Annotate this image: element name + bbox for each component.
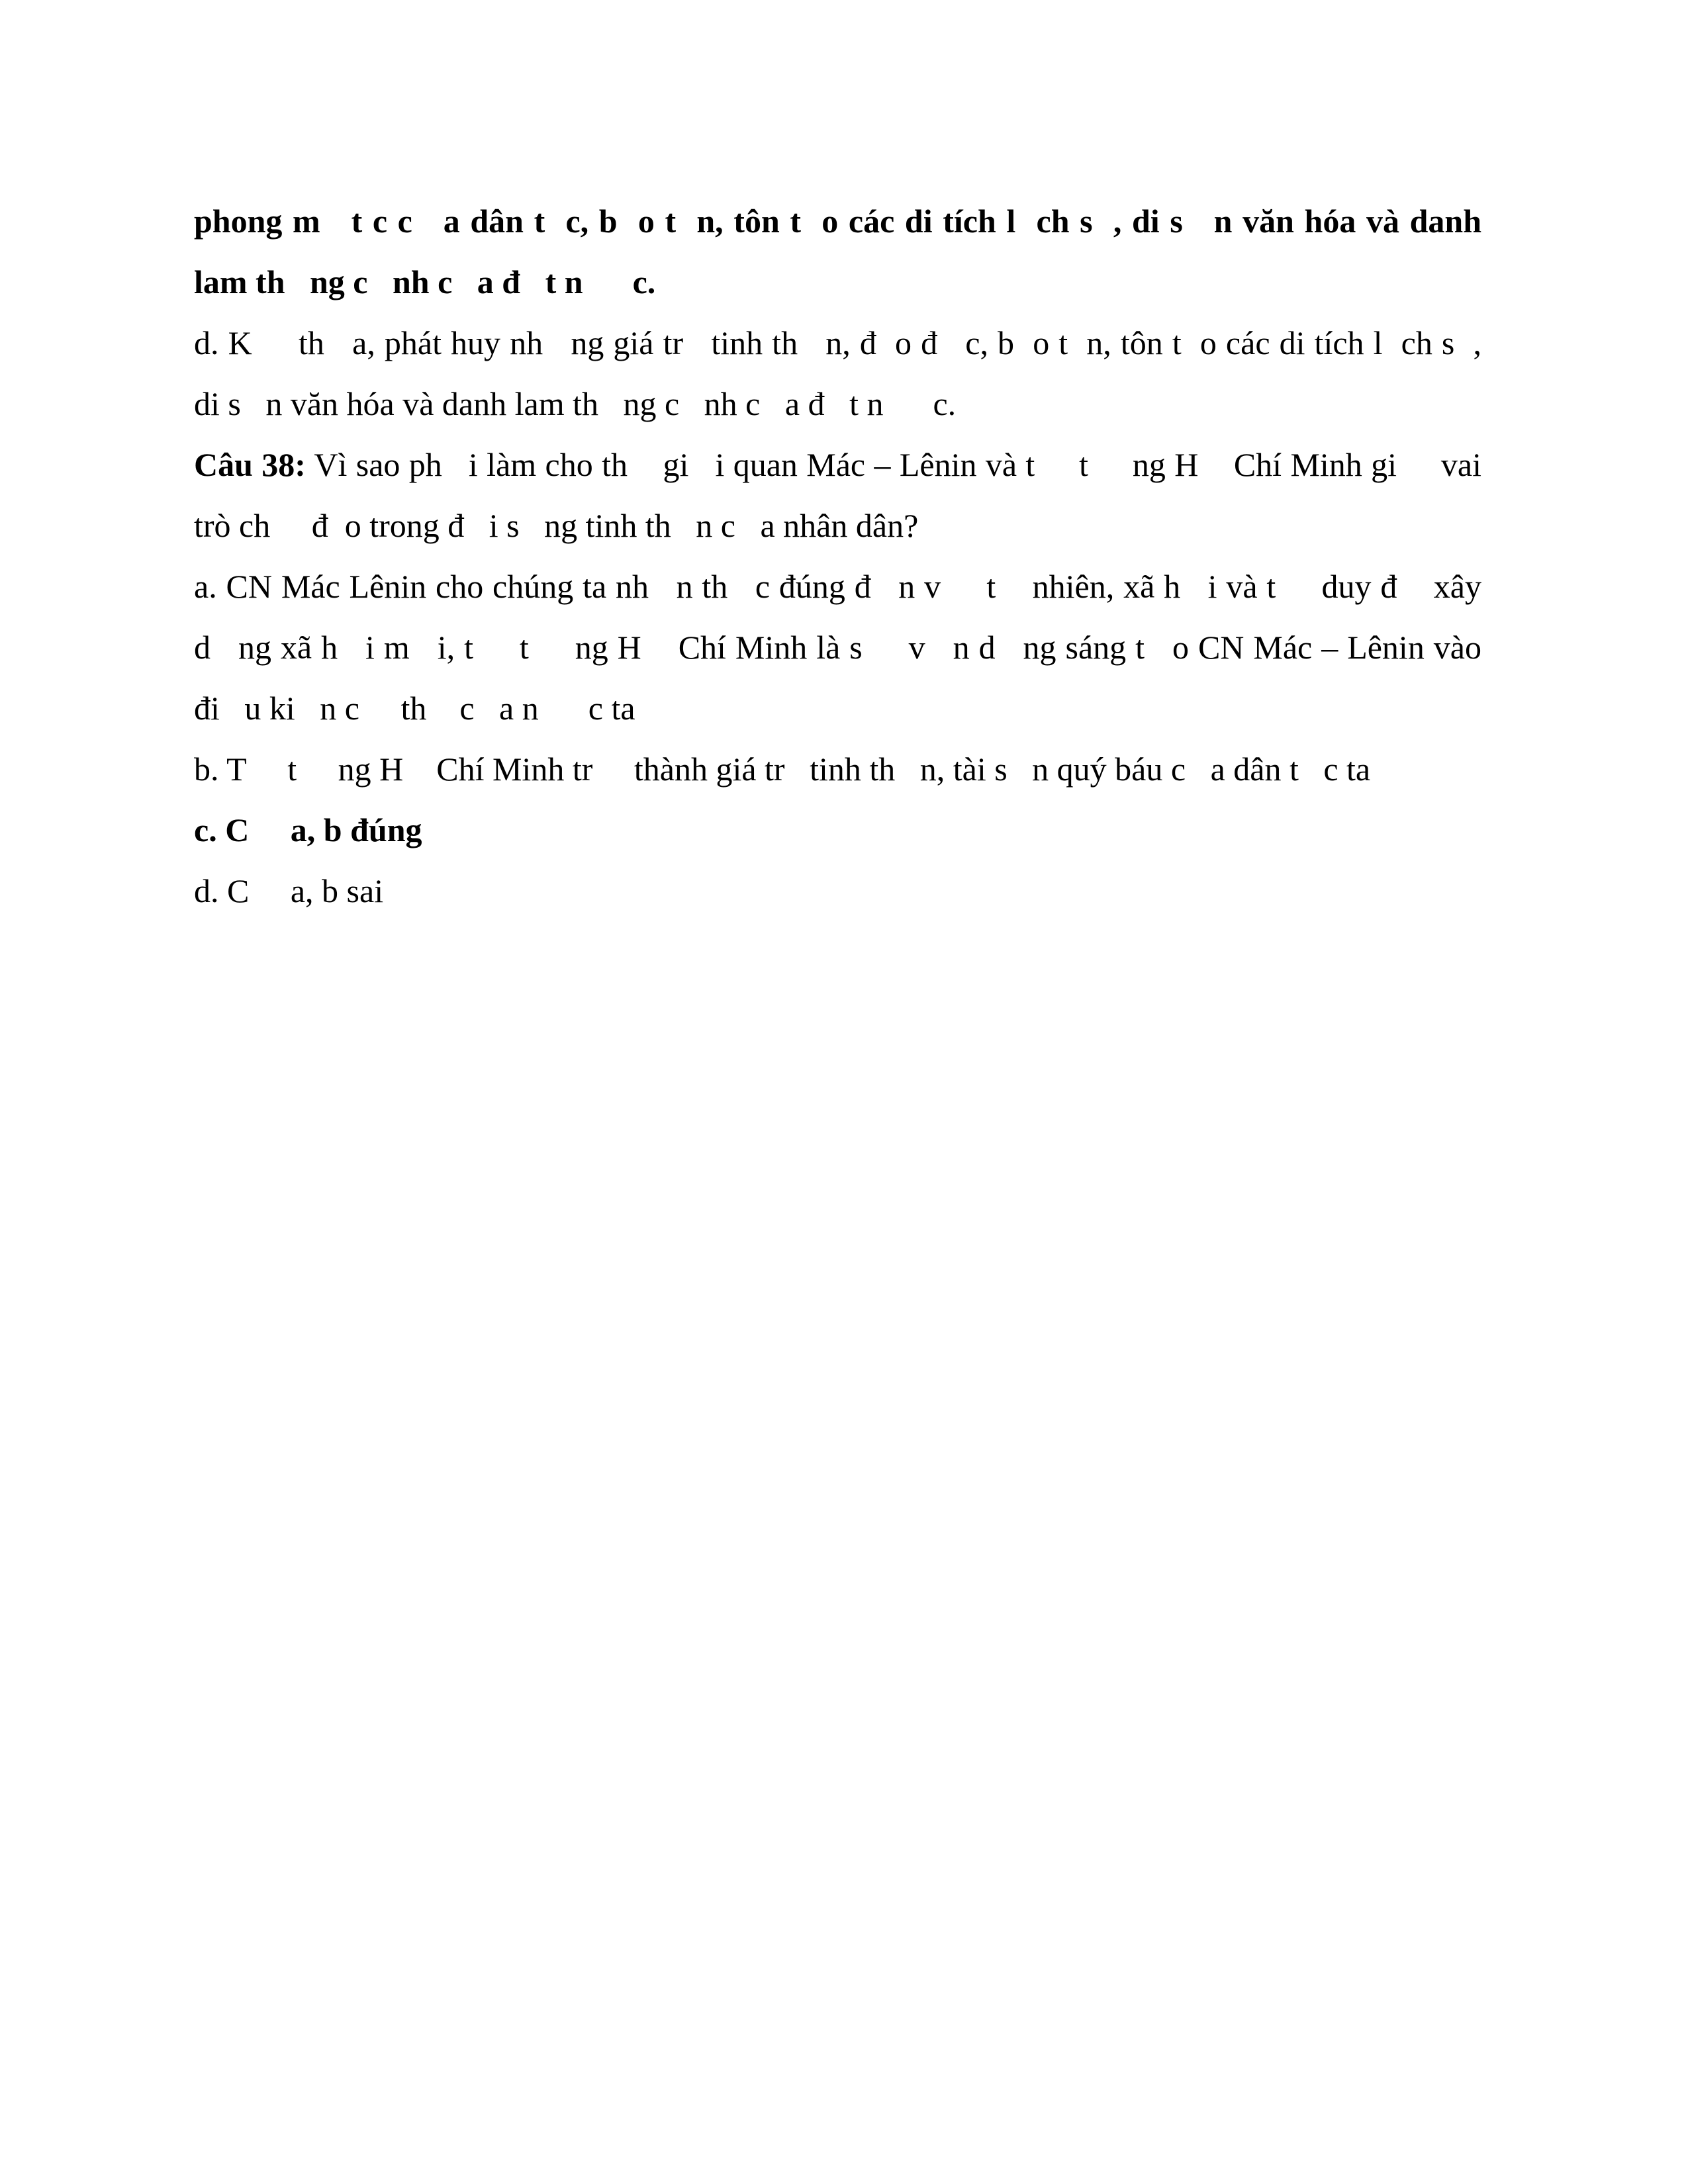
option-b: b. T t ng H Chí Minh tr thành giá tr tinh th n, tài s n quý báu c a dân t c ta: [194, 751, 1371, 788]
question-38-line-2: trò ch đ o trong đ i s ng tinh th n c a nhân dân?: [194, 507, 919, 544]
previous-option-d-line-2: di s n văn hóa và danh lam th ng c nh c a đ t n c.: [194, 385, 957, 422]
option-c-correct-answer: c. C a, b đúng: [194, 811, 422, 848]
previous-option-c-line-1: phong m t c c a dân t c, b o t n, tôn t o các di tích l ch s , di s n văn hóa và danh: [194, 203, 1481, 240]
document-body: [194, 191, 1481, 921]
previous-option-c-line-2: lam th ng c nh c a đ t n c.: [194, 263, 656, 300]
question-label: Câu 38:: [194, 446, 306, 483]
option-a-line-1: a. CN Mác Lênin cho chúng ta nh n th c đúng đ n v t nhiên, xã h i và t duy đ xây: [194, 568, 1481, 605]
option-a-line-2: d ng xã h i m i, t t ng H Chí Minh là s v n d ng sáng t o CN Mác – Lênin vào: [194, 629, 1481, 666]
option-a-line-3: đi u ki n c th c a n c ta: [194, 690, 635, 727]
question-38-line-1: [194, 434, 1481, 495]
previous-option-d-line-1: d. K th a, phát huy nh ng giá tr tinh th n, đ o đ c, b o t n, tôn t o các di tích l ch s ,: [194, 324, 1481, 361]
option-d: d. C a, b sai: [194, 872, 384, 909]
question-text: Vì sao ph i làm cho th gi i quan Mác – Lênin và t t ng H Chí Minh gi vai: [305, 446, 1481, 483]
